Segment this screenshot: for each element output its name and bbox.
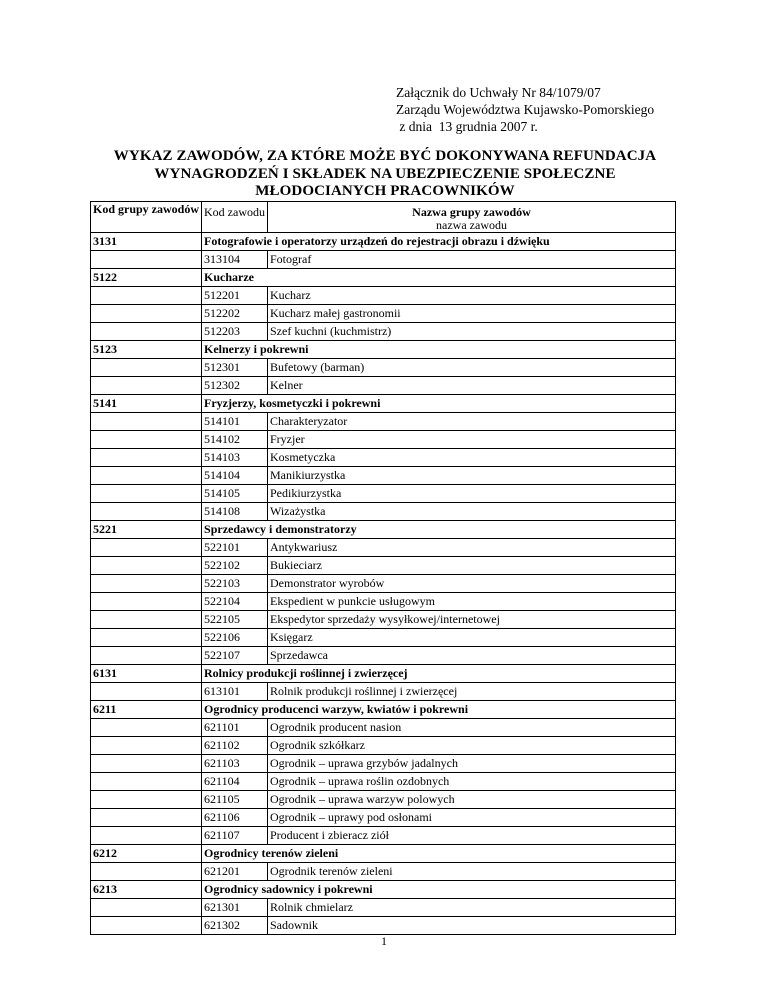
occupation-name: Ekspedient w punkcie usługowym	[268, 593, 676, 611]
occupation-row	[91, 413, 676, 431]
group-code: 6212	[91, 845, 202, 863]
occupation-code: 621102	[202, 737, 268, 755]
occupation-row	[91, 647, 676, 665]
occupation-name: Ogrodnik – uprawa warzyw polowych	[268, 791, 676, 809]
group-name: Ogrodnicy producenci warzyw, kwiatów i pokrewni	[202, 701, 676, 719]
attachment-line-2: Zarządu Województwa Kujawsko-Pomorskiego	[396, 102, 655, 117]
occupation-row	[91, 449, 676, 467]
group-code: 5122	[91, 269, 202, 287]
page-number: 1	[381, 934, 387, 948]
occupation-code: 621103	[202, 755, 268, 773]
empty-group-cell	[91, 431, 202, 449]
empty-group-cell	[91, 737, 202, 755]
group-code: 6131	[91, 665, 202, 683]
occupation-code: 621101	[202, 719, 268, 737]
group-name: Kelnerzy i pokrewni	[202, 341, 676, 359]
occupation-row	[91, 863, 676, 881]
empty-group-cell	[91, 773, 202, 791]
title-line-2: WYNAGRODZEŃ I SKŁADEK NA UBEZPIECZENIE SPOŁECZNE	[154, 165, 616, 182]
occupation-code: 522105	[202, 611, 268, 629]
occupation-name: Rolnik produkcji roślinnej i zwierzęcej	[268, 683, 676, 701]
occupation-row	[91, 431, 676, 449]
empty-group-cell	[91, 791, 202, 809]
group-name: Sprzedawcy i demonstratorzy	[202, 521, 676, 539]
occupation-name: Pedikiurzystka	[268, 485, 676, 503]
occupation-code: 621105	[202, 791, 268, 809]
occupation-code: 621302	[202, 917, 268, 935]
occupation-row	[91, 377, 676, 395]
empty-group-cell	[91, 755, 202, 773]
occupation-name: Demonstrator wyrobów	[268, 575, 676, 593]
occupation-code: 621201	[202, 863, 268, 881]
occupation-row	[91, 773, 676, 791]
occupation-code: 522101	[202, 539, 268, 557]
occupation-name: Ogrodnik – uprawa grzybów jadalnych	[268, 755, 676, 773]
group-row	[91, 233, 676, 251]
occupation-name: Wizażystka	[268, 503, 676, 521]
occupation-name: Ogrodnik terenów zieleni	[268, 863, 676, 881]
occupations-table	[90, 201, 676, 935]
occupation-name: Charakteryzator	[268, 413, 676, 431]
header-name-occupation: nazwa zawodu	[436, 218, 507, 232]
group-code: 5221	[91, 521, 202, 539]
occupation-code: 522102	[202, 557, 268, 575]
group-row	[91, 845, 676, 863]
occupation-code: 514102	[202, 431, 268, 449]
attachment-line-3: z dnia 13 grudnia 2007 r.	[396, 119, 538, 134]
empty-group-cell	[91, 305, 202, 323]
empty-group-cell	[91, 593, 202, 611]
occupation-name: Kucharz małej gastronomii	[268, 305, 676, 323]
title-line-3: MŁODOCIANYCH PRACOWNIKÓW	[255, 183, 515, 199]
occupation-code: 522103	[202, 575, 268, 593]
occupation-row	[91, 323, 676, 341]
occupation-code: 512302	[202, 377, 268, 395]
occupation-code: 514103	[202, 449, 268, 467]
empty-group-cell	[91, 827, 202, 845]
occupation-name: Sprzedawca	[268, 647, 676, 665]
occupation-code: 514105	[202, 485, 268, 503]
occupation-code: 613101	[202, 683, 268, 701]
empty-group-cell	[91, 413, 202, 431]
occupation-name: Antykwariusz	[268, 539, 676, 557]
empty-group-cell	[91, 359, 202, 377]
occupation-name: Manikiurzystka	[268, 467, 676, 485]
occupation-code: 512203	[202, 323, 268, 341]
occupation-row	[91, 467, 676, 485]
occupation-name: Bukieciarz	[268, 557, 676, 575]
occupation-name: Ogrodnik producent nasion	[268, 719, 676, 737]
group-name: Ogrodnicy terenów zieleni	[202, 845, 676, 863]
occupation-row	[91, 737, 676, 755]
empty-group-cell	[91, 485, 202, 503]
empty-group-cell	[91, 611, 202, 629]
occupation-code: 512201	[202, 287, 268, 305]
occupation-name: Kucharz	[268, 287, 676, 305]
group-row	[91, 269, 676, 287]
occupation-name: Ogrodnik szkółkarz	[268, 737, 676, 755]
group-row	[91, 701, 676, 719]
occupation-row	[91, 305, 676, 323]
empty-group-cell	[91, 449, 202, 467]
occupation-name: Księgarz	[268, 629, 676, 647]
empty-group-cell	[91, 647, 202, 665]
empty-group-cell	[91, 809, 202, 827]
empty-group-cell	[91, 251, 202, 269]
empty-group-cell	[91, 323, 202, 341]
occupation-row	[91, 917, 676, 935]
title-line-1: WYKAZ ZAWODÓW, ZA KTÓRE MOŻE BYĆ DOKONYWANA REFUNDACJA	[113, 148, 657, 164]
empty-group-cell	[91, 917, 202, 935]
occupation-row	[91, 359, 676, 377]
occupation-row	[91, 503, 676, 521]
occupation-row	[91, 683, 676, 701]
occupation-name: Ekspedytor sprzedaży wysyłkowej/internetowej	[268, 611, 676, 629]
header-group-code: Kod grupy zawodów	[91, 202, 202, 233]
empty-group-cell	[91, 377, 202, 395]
occupation-name: Sadownik	[268, 917, 676, 935]
occupation-row	[91, 611, 676, 629]
empty-group-cell	[91, 683, 202, 701]
occupation-code: 621301	[202, 899, 268, 917]
occupation-name: Fotograf	[268, 251, 676, 269]
occupation-name: Ogrodnik – uprawy pod osłonami	[268, 809, 676, 827]
occupation-row	[91, 827, 676, 845]
empty-group-cell	[91, 575, 202, 593]
group-code: 6211	[91, 701, 202, 719]
occupation-row	[91, 755, 676, 773]
group-row	[91, 395, 676, 413]
occupation-code: 522106	[202, 629, 268, 647]
occupation-row	[91, 539, 676, 557]
occupation-code: 514104	[202, 467, 268, 485]
occupation-code: 512301	[202, 359, 268, 377]
occupation-row	[91, 719, 676, 737]
occupation-row	[91, 485, 676, 503]
empty-group-cell	[91, 899, 202, 917]
occupation-name: Szef kuchni (kuchmistrz)	[268, 323, 676, 341]
empty-group-cell	[91, 287, 202, 305]
occupation-row	[91, 791, 676, 809]
occupation-row	[91, 899, 676, 917]
occupation-row	[91, 251, 676, 269]
occupation-name: Rolnik chmielarz	[268, 899, 676, 917]
empty-group-cell	[91, 539, 202, 557]
empty-group-cell	[91, 629, 202, 647]
header-occupation-code: Kod zawodu	[202, 202, 268, 233]
table-header-row	[91, 202, 676, 233]
attachment-note	[396, 84, 654, 135]
occupation-row	[91, 557, 676, 575]
group-name: Fryzjerzy, kosmetyczki i pokrewni	[202, 395, 676, 413]
occupation-name: Fryzjer	[268, 431, 676, 449]
empty-group-cell	[91, 863, 202, 881]
empty-group-cell	[91, 467, 202, 485]
group-name: Ogrodnicy sadownicy i pokrewni	[202, 881, 676, 899]
empty-group-cell	[91, 503, 202, 521]
occupation-row	[91, 575, 676, 593]
occupation-row	[91, 809, 676, 827]
occupation-code: 621107	[202, 827, 268, 845]
group-name: Kucharze	[202, 269, 676, 287]
occupation-code: 621106	[202, 809, 268, 827]
document-title	[90, 148, 680, 201]
group-code: 5123	[91, 341, 202, 359]
occupation-row	[91, 593, 676, 611]
group-code: 5141	[91, 395, 202, 413]
header-name	[268, 202, 676, 233]
group-name: Rolnicy produkcji roślinnej i zwierzęcej	[202, 665, 676, 683]
occupation-code: 313104	[202, 251, 268, 269]
empty-group-cell	[91, 719, 202, 737]
occupation-code: 512202	[202, 305, 268, 323]
empty-group-cell	[91, 557, 202, 575]
occupation-code: 514101	[202, 413, 268, 431]
occupation-name: Ogrodnik – uprawa roślin ozdobnych	[268, 773, 676, 791]
occupation-code: 522107	[202, 647, 268, 665]
header-name-group: Nazwa grupy zawodów	[412, 205, 531, 219]
occupation-row	[91, 287, 676, 305]
occupation-name: Producent i zbieracz ziół	[268, 827, 676, 845]
occupation-code: 522104	[202, 593, 268, 611]
attachment-line-1: Załącznik do Uchwały Nr 84/1079/07	[396, 85, 601, 100]
occupation-code: 621104	[202, 773, 268, 791]
occupation-name: Kosmetyczka	[268, 449, 676, 467]
group-row	[91, 665, 676, 683]
occupation-name: Kelner	[268, 377, 676, 395]
occupation-name: Bufetowy (barman)	[268, 359, 676, 377]
occupation-row	[91, 629, 676, 647]
group-row	[91, 881, 676, 899]
group-row	[91, 341, 676, 359]
group-row	[91, 521, 676, 539]
group-code: 3131	[91, 233, 202, 251]
group-code: 6213	[91, 881, 202, 899]
group-name: Fotografowie i operatorzy urządzeń do rejestracji obrazu i dźwięku	[202, 233, 676, 251]
occupation-code: 514108	[202, 503, 268, 521]
